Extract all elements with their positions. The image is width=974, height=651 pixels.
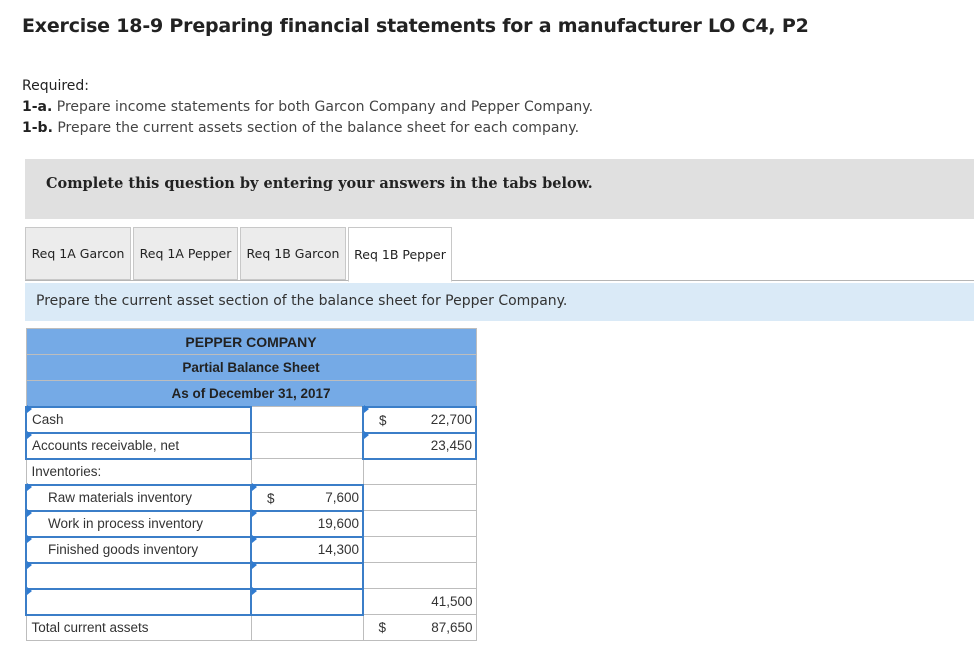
table-row: [26, 563, 476, 589]
tab-bar: [25, 226, 974, 281]
requirement-1a: [22, 97, 593, 118]
account-select-cash[interactable]: Cash: [26, 407, 251, 433]
amount-value: 87,650: [431, 620, 473, 635]
amount-cell: [363, 485, 476, 511]
amount-cell: [363, 511, 476, 537]
inventories-label: Inventories:: [26, 459, 251, 485]
amount-input-raw-materials[interactable]: [251, 485, 363, 511]
requirement-1b: [22, 118, 593, 139]
requirement-1a-label: 1-a.: [22, 99, 53, 115]
amount-value: 14,300: [317, 542, 359, 557]
requirements-block: [22, 76, 593, 139]
total-current-assets-label: Total current assets: [26, 615, 251, 641]
dollar-sign: $: [379, 412, 387, 428]
tab-req-1a-pepper[interactable]: Req 1A Pepper: [133, 227, 238, 280]
amount-value: 19,600: [317, 516, 359, 531]
company-name: PEPPER COMPANY: [26, 329, 476, 355]
statement-name: Partial Balance Sheet: [26, 355, 476, 381]
amount-value: 7,600: [325, 490, 359, 505]
account-select-blank-2[interactable]: [26, 589, 251, 615]
dollar-sign: $: [267, 490, 275, 506]
exercise-title: Exercise 18-9 Preparing financial statements for a manufacturer LO C4, P2: [22, 15, 809, 37]
tab-instruction: Prepare the current asset section of the balance sheet for Pepper Company.: [25, 283, 974, 321]
amount-cell: [363, 563, 476, 589]
account-select-accounts-receivable[interactable]: Accounts receivable, net: [26, 433, 251, 459]
amount-value: 22,700: [430, 412, 473, 427]
required-heading: Required:: [22, 78, 90, 94]
table-row: [26, 511, 476, 537]
dollar-sign: $: [378, 620, 387, 635]
amount-input-blank-2[interactable]: [251, 589, 363, 615]
account-select-finished-goods[interactable]: Finished goods inventory: [26, 537, 251, 563]
requirement-1b-text: Prepare the current assets section of the balance sheet for each company.: [52, 120, 580, 136]
account-select-blank-1[interactable]: [26, 563, 251, 589]
account-select-raw-materials[interactable]: Raw materials inventory: [26, 485, 251, 511]
amount-cell: [251, 433, 363, 459]
table-row: [26, 485, 476, 511]
instruction-banner: Complete this question by entering your answers in the tabs below.: [25, 159, 974, 219]
amount-value: 23,450: [430, 438, 473, 453]
table-row: [26, 589, 476, 615]
amount-cell: [363, 459, 476, 485]
table-row: [26, 433, 476, 459]
requirement-1a-text: Prepare income statements for both Garcon Company and Pepper Company.: [52, 99, 594, 115]
amount-input-finished-goods[interactable]: [251, 537, 363, 563]
amount-input-accounts-receivable[interactable]: [363, 433, 476, 459]
amount-input-blank-1[interactable]: [251, 563, 363, 589]
amount-input-work-in-process[interactable]: [251, 511, 363, 537]
tab-req-1b-pepper[interactable]: Req 1B Pepper: [348, 227, 452, 282]
requirement-1b-label: 1-b.: [22, 120, 53, 136]
amount-cell: [363, 537, 476, 563]
amount-input-cash[interactable]: [363, 407, 476, 433]
account-select-work-in-process[interactable]: Work in process inventory: [26, 511, 251, 537]
table-row: [26, 615, 476, 641]
amount-cell: [251, 459, 363, 485]
table-row: [26, 459, 476, 485]
balance-sheet-table: [25, 328, 477, 641]
table-row: [26, 407, 476, 433]
total-current-assets-amount: [363, 615, 476, 641]
amount-cell: [251, 615, 363, 641]
amount-cell: [251, 407, 363, 433]
tab-req-1b-garcon[interactable]: Req 1B Garcon: [240, 227, 346, 280]
statement-date: As of December 31, 2017: [26, 381, 476, 407]
total-inventories-amount: 41,500: [363, 589, 476, 615]
tab-req-1a-garcon[interactable]: Req 1A Garcon: [25, 227, 131, 280]
table-row: [26, 537, 476, 563]
